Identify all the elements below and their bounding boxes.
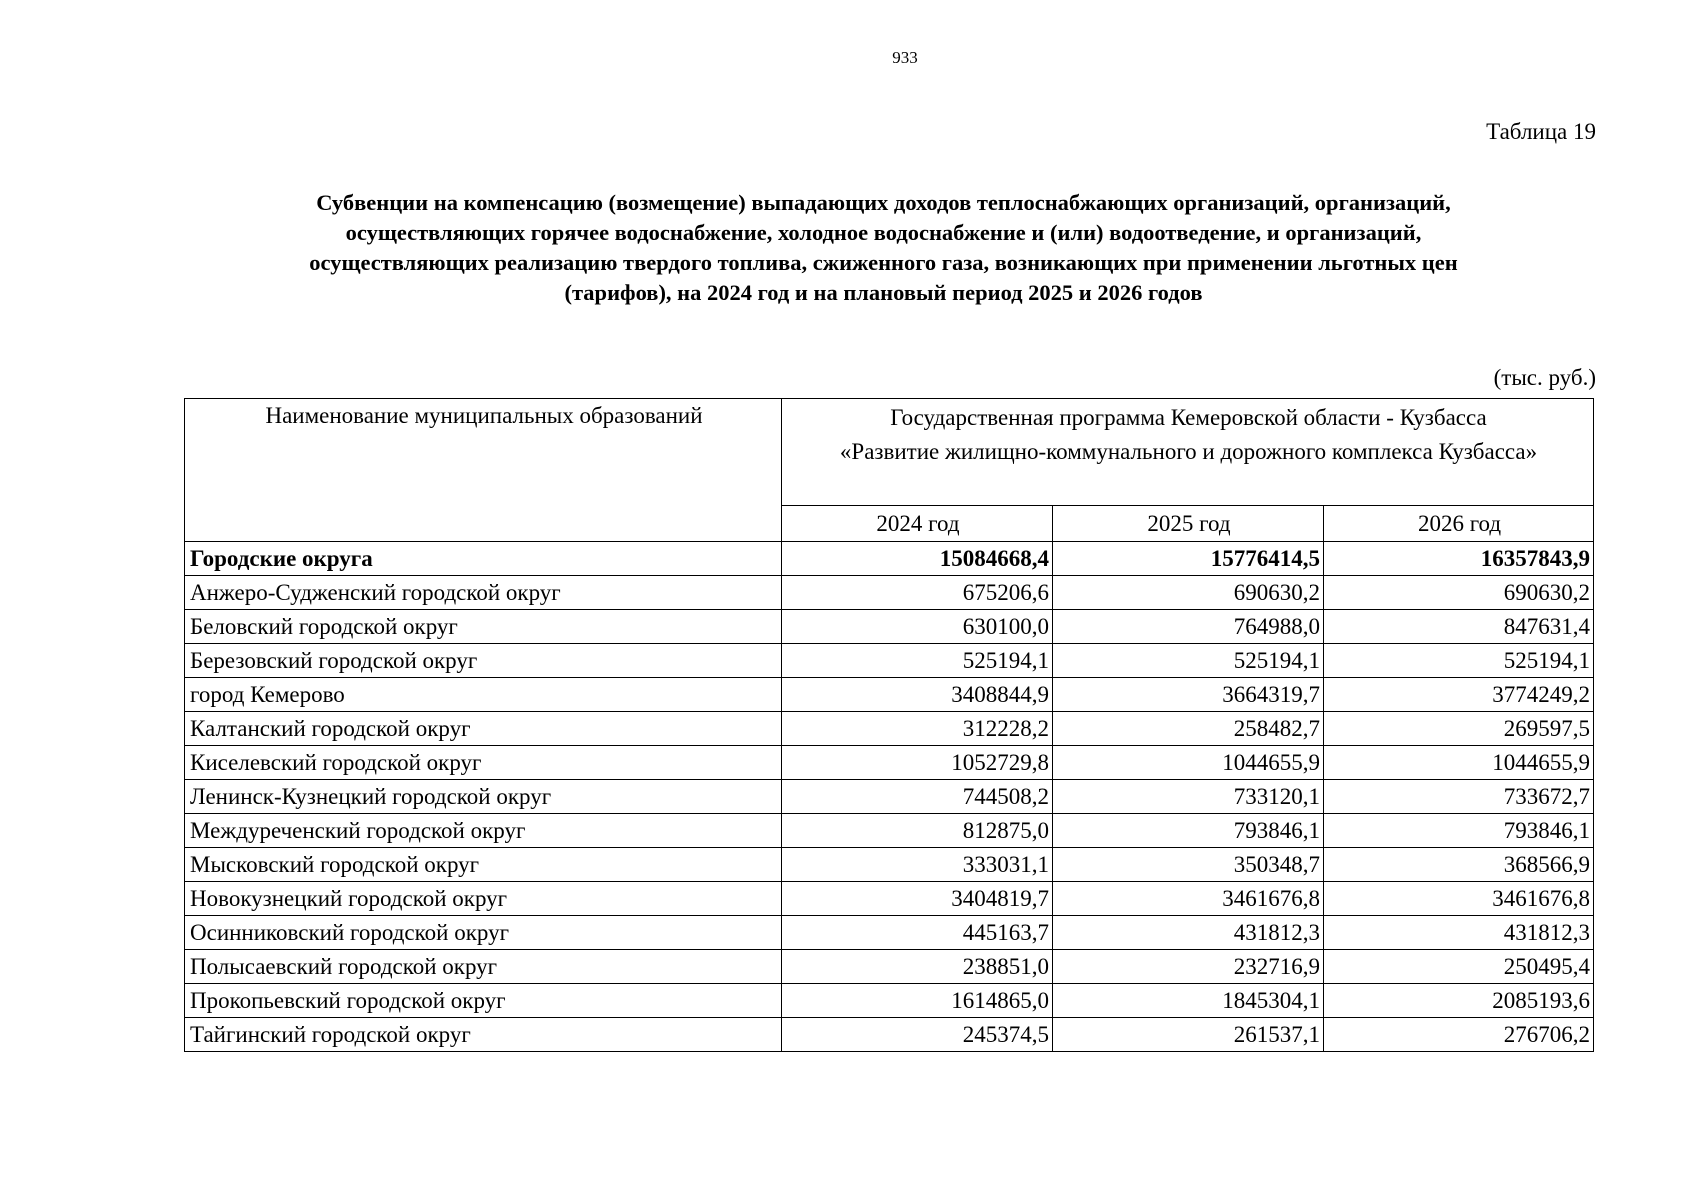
title-line: (тарифов), на 2024 год и на плановый период 2025 и 2026 годов (564, 280, 1203, 305)
value-2024-cell: 1614865,0 (782, 984, 1053, 1018)
value-2026-cell: 793846,1 (1324, 814, 1594, 848)
municipality-name-cell: Полысаевский городской округ (185, 950, 782, 984)
value-2026-cell: 733672,7 (1324, 780, 1594, 814)
program-header-line: «Развитие жилищно-коммунального и дорожного комплекса Кузбасса» (839, 439, 1538, 464)
table-row (185, 780, 1594, 814)
table-row (185, 644, 1594, 678)
value-2025-cell: 525194,1 (1053, 644, 1324, 678)
municipality-column-header: Наименование муниципальных образований (185, 399, 782, 542)
value-2026-cell: 368566,9 (1324, 848, 1594, 882)
table-label: Таблица 19 (1486, 119, 1596, 144)
municipality-name-cell: Тайгинский городской округ (185, 1018, 782, 1052)
total-row-name: Городские округа (185, 542, 782, 576)
header-row (185, 399, 1594, 506)
value-2026-cell: 525194,1 (1324, 644, 1594, 678)
value-2024-cell: 525194,1 (782, 644, 1053, 678)
table-row (185, 882, 1594, 916)
value-2026-cell: 3774249,2 (1324, 678, 1594, 712)
value-2025-cell: 261537,1 (1053, 1018, 1324, 1052)
value-2024-cell: 1052729,8 (782, 746, 1053, 780)
value-2025-cell: 258482,7 (1053, 712, 1324, 746)
year-header-2026: 2026 год (1324, 506, 1594, 542)
value-2024-cell: 245374,5 (782, 1018, 1053, 1052)
table-row (185, 916, 1594, 950)
program-header-line: Государственная программа Кемеровской области - Кузбасса (890, 405, 1487, 430)
table-row (185, 984, 1594, 1018)
table-row (185, 746, 1594, 780)
table-row (185, 576, 1594, 610)
value-2025-cell: 232716,9 (1053, 950, 1324, 984)
municipality-name-cell: Калтанский городской округ (185, 712, 782, 746)
municipality-name-cell: Киселевский городской округ (185, 746, 782, 780)
value-2025-cell: 733120,1 (1053, 780, 1324, 814)
value-2025-cell: 793846,1 (1053, 814, 1324, 848)
value-2026-cell: 2085193,6 (1324, 984, 1594, 1018)
document-title (185, 188, 1582, 308)
table-row (185, 814, 1594, 848)
value-2025-cell: 1845304,1 (1053, 984, 1324, 1018)
value-2025-cell: 350348,7 (1053, 848, 1324, 882)
municipality-name-cell: Беловский городской округ (185, 610, 782, 644)
value-2026-cell: 250495,4 (1324, 950, 1594, 984)
value-2025-cell: 431812,3 (1053, 916, 1324, 950)
value-2026-cell: 276706,2 (1324, 1018, 1594, 1052)
value-2024-cell: 630100,0 (782, 610, 1053, 644)
value-2024-cell: 812875,0 (782, 814, 1053, 848)
table-row (185, 610, 1594, 644)
value-2024-cell: 3408844,9 (782, 678, 1053, 712)
value-2026-cell: 847631,4 (1324, 610, 1594, 644)
value-2026-cell: 269597,5 (1324, 712, 1594, 746)
total-row-2026: 16357843,9 (1324, 542, 1594, 576)
title-line: Субвенции на компенсацию (возмещение) выпадающих доходов теплоснабжающих организаций, организаций, (316, 190, 1451, 215)
value-2026-cell: 1044655,9 (1324, 746, 1594, 780)
value-2025-cell: 3664319,7 (1053, 678, 1324, 712)
table-row (185, 712, 1594, 746)
value-2026-cell: 3461676,8 (1324, 882, 1594, 916)
value-2024-cell: 238851,0 (782, 950, 1053, 984)
total-row-2025: 15776414,5 (1053, 542, 1324, 576)
value-2025-cell: 1044655,9 (1053, 746, 1324, 780)
value-2024-cell: 3404819,7 (782, 882, 1053, 916)
title-line: осуществляющих реализацию твердого топлива, сжиженного газа, возникающих при применении льготных цен (309, 250, 1458, 275)
municipality-name-cell: Новокузнецкий городской округ (185, 882, 782, 916)
municipality-name-cell: Ленинск-Кузнецкий городской округ (185, 780, 782, 814)
value-2024-cell: 312228,2 (782, 712, 1053, 746)
page-number: 933 (892, 48, 918, 67)
total-row-2024: 15084668,4 (782, 542, 1053, 576)
municipality-name-cell: Прокопьевский городской округ (185, 984, 782, 1018)
municipality-name-cell: Березовский городской округ (185, 644, 782, 678)
municipality-name-cell: город Кемерово (185, 678, 782, 712)
value-2024-cell: 675206,6 (782, 576, 1053, 610)
program-column-header (782, 399, 1594, 506)
total-row (185, 542, 1594, 576)
table-row (185, 950, 1594, 984)
value-2024-cell: 744508,2 (782, 780, 1053, 814)
value-2024-cell: 333031,1 (782, 848, 1053, 882)
municipality-name-cell: Анжеро-Судженский городской округ (185, 576, 782, 610)
year-header-2025: 2025 год (1053, 506, 1324, 542)
table-row (185, 848, 1594, 882)
year-header-2024: 2024 год (782, 506, 1053, 542)
subventions-table (184, 398, 1594, 1052)
value-2026-cell: 690630,2 (1324, 576, 1594, 610)
value-2025-cell: 764988,0 (1053, 610, 1324, 644)
table-row (185, 678, 1594, 712)
units-label: (тыс. руб.) (1493, 365, 1596, 390)
value-2026-cell: 431812,3 (1324, 916, 1594, 950)
municipality-name-cell: Междуреченский городской округ (185, 814, 782, 848)
value-2024-cell: 445163,7 (782, 916, 1053, 950)
table-row (185, 1018, 1594, 1052)
title-line: осуществляющих горячее водоснабжение, холодное водоснабжение и (или) водоотведение, и организаций, (345, 220, 1422, 245)
municipality-name-cell: Мысковский городской округ (185, 848, 782, 882)
value-2025-cell: 3461676,8 (1053, 882, 1324, 916)
value-2025-cell: 690630,2 (1053, 576, 1324, 610)
municipality-name-cell: Осинниковский городской округ (185, 916, 782, 950)
